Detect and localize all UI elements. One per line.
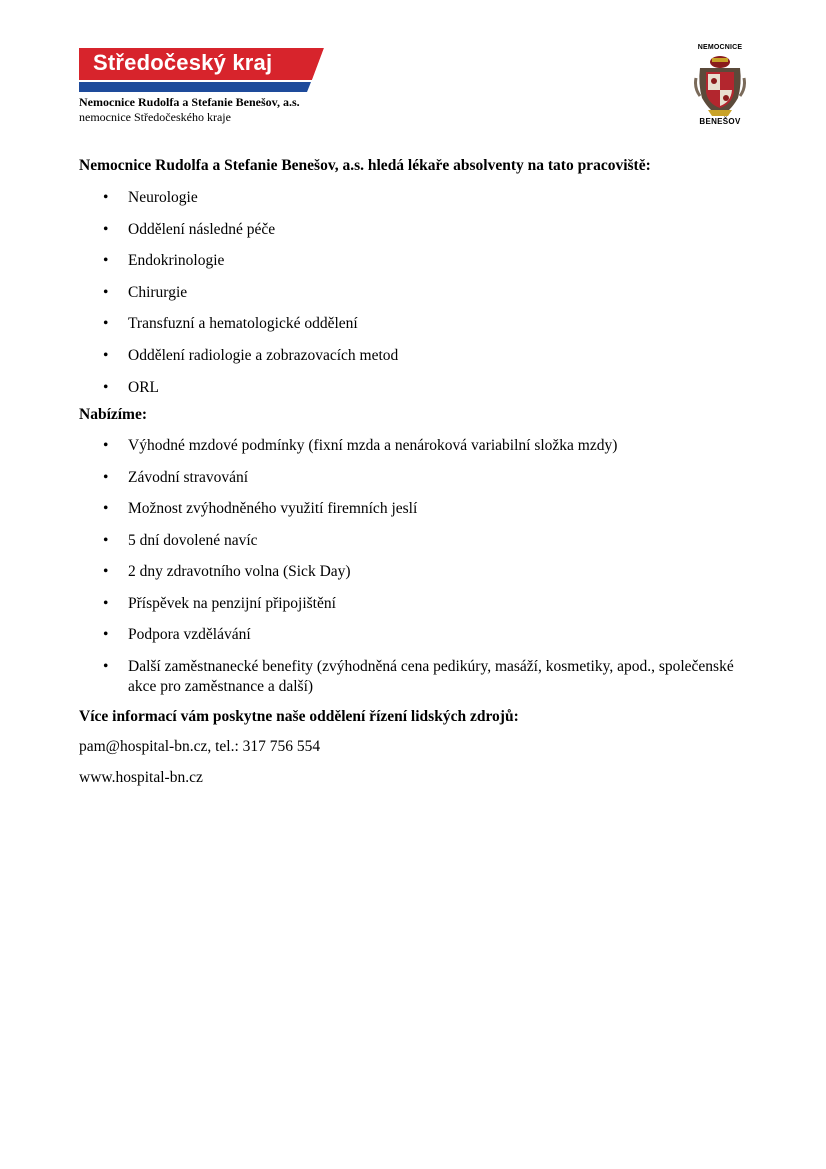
list-item: • Neurologie (103, 189, 198, 206)
list-item: • Oddělení radiologie a zobrazovacích metod (103, 346, 399, 364)
bullet-icon: • (103, 531, 109, 549)
bullet-icon: • (103, 378, 109, 396)
list-item: • Chirurgie (103, 283, 188, 301)
region-logo-text: Středočeský kraj (93, 50, 273, 75)
intro-heading: Nemocnice Rudolfa a Stefanie Benešov, a.s. hledá lékaře absolventy na tato pracoviště: (79, 157, 651, 174)
organization-subtitle: nemocnice Středočeského kraje (79, 110, 231, 124)
list-item: • 5 dní dovolené navíc (103, 531, 258, 549)
hospital-crest-icon (694, 54, 746, 118)
bullet-icon: • (103, 626, 109, 644)
website-url: www.hospital-bn.cz (79, 768, 203, 786)
region-logo (79, 48, 324, 92)
contact-heading: Více informací vám poskytne naše oddělení řízení lidských zdrojů: (79, 707, 519, 725)
bullet-icon: • (103, 315, 109, 333)
departments-list (79, 188, 759, 398)
bullet-icon: • (103, 437, 109, 455)
offer-heading: Nabízíme: (79, 406, 148, 424)
list-item: • Další zaměstnanecké benefity (zvýhodněná cena pedikúry, masáží, kosmetiky, apod., společenské akce pro zaměstnance a další) (103, 657, 734, 695)
hospital-logo-top-text: NEMOCNICE (697, 44, 743, 51)
list-item: • Výhodné mzdové podmínky (fixní mzda a nenároková variabilní složka mzdy) (103, 437, 618, 455)
list-item: • 2 dny zdravotního volna (Sick Day) (103, 563, 351, 581)
bullet-icon: • (103, 500, 109, 518)
contact-email-phone: pam@hospital-bn.cz, tel.: 317 756 554 (79, 737, 321, 755)
bullet-icon: • (103, 252, 109, 270)
list-item: • Oddělení následné péče (103, 220, 276, 238)
bullet-icon: • (103, 220, 109, 238)
list-item: • ORL (103, 378, 159, 396)
organization-name: Nemocnice Rudolfa a Stefanie Benešov, a.s. (79, 95, 300, 109)
benefits-list (79, 436, 759, 697)
bullet-icon: • (103, 468, 109, 486)
bullet-icon: • (103, 594, 109, 612)
bullet-icon: • (103, 657, 109, 675)
list-item: • Možnost zvýhodněného využití firemních jeslí (103, 500, 418, 518)
list-item: • Podpora vzdělávání (103, 626, 251, 644)
list-item: • Příspěvek na penzijní připojištění (103, 594, 336, 612)
hospital-logo (688, 44, 752, 128)
hospital-logo-bottom-text: BENEŠOV (699, 117, 741, 126)
bullet-icon: • (103, 283, 109, 301)
bullet-icon: • (103, 346, 109, 364)
bullet-icon: • (103, 563, 109, 581)
bullet-icon: • (103, 189, 109, 206)
list-item: • Závodní stravování (103, 468, 249, 486)
list-item: • Transfuzní a hematologické oddělení (103, 315, 358, 333)
list-item: • Endokrinologie (103, 252, 225, 270)
document-body (79, 156, 759, 788)
